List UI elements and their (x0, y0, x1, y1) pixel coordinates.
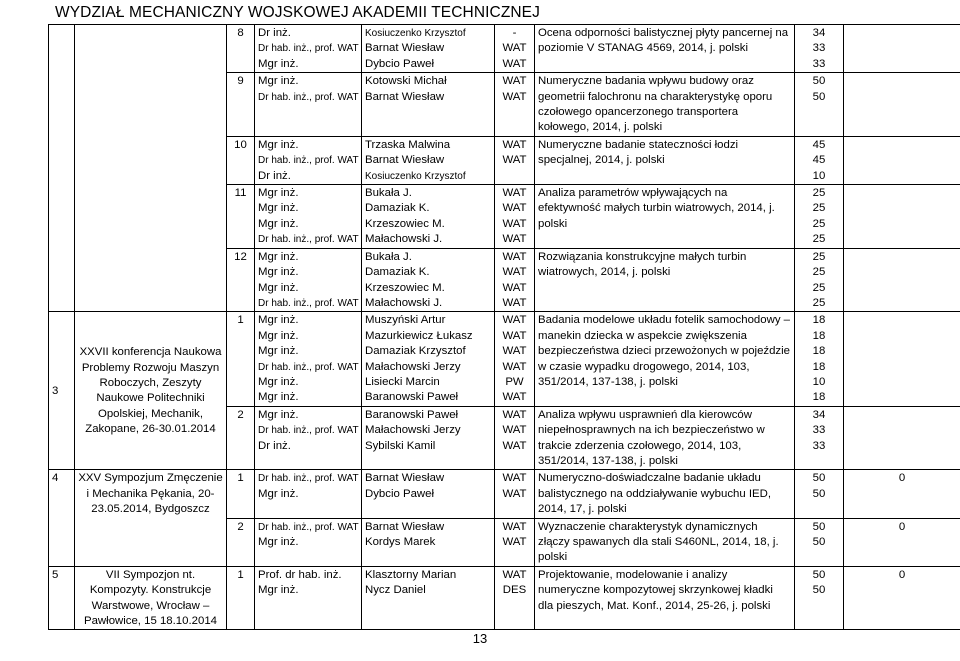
extra-cell (844, 312, 960, 406)
publication-title: Numeryczne badania wpływu budowy oraz geometrii falochronu na charakterystykę oporu czołowego opancerzonego transportera kołowego, 2014, j. polski (538, 75, 773, 134)
author-degree: Mgr inż. (258, 329, 299, 342)
item-number: 1 (237, 314, 244, 327)
title-cell (535, 185, 795, 249)
publication-title: Numeryczne badanie stateczności łodzi specjalnej, 2014, j. polski (538, 138, 739, 167)
author-degree: Mgr inż. (258, 408, 299, 421)
title-cell (535, 406, 795, 470)
conference-number-cell (49, 25, 75, 312)
conference-cell (75, 566, 227, 630)
author-degree: Mgr inż. (258, 138, 299, 151)
item-number: 10 (234, 138, 247, 151)
points-value: 50 (812, 568, 826, 581)
degrees-cell (255, 248, 362, 312)
points-value: 33 (812, 57, 826, 70)
degrees-cell (255, 470, 362, 518)
publication-title: Analiza parametrów wpływających na efektywność małych turbin wiatrowych, 2014, j. polski (538, 187, 775, 230)
author-degree: Dr inż. (258, 439, 291, 452)
points-value: 25 (812, 187, 826, 200)
item-number-cell (227, 185, 255, 249)
degrees-cell (255, 566, 362, 630)
points-value: 50 (812, 75, 826, 88)
degrees-cell (255, 312, 362, 406)
author-name: Nycz Daniel (365, 584, 426, 597)
author-degree: Dr hab. inż., prof. WAT (258, 425, 359, 437)
item-number-cell (227, 312, 255, 406)
points-value: 18 (812, 391, 826, 404)
author-name: Kosiuczenko Krzysztof (365, 28, 466, 39)
units-cell (495, 136, 535, 184)
author-name: Damaziak K. (365, 202, 430, 215)
author-unit: WAT (502, 314, 527, 327)
publication-title: Ocena odporności balistycznej płyty pancernej na poziomie V STANAG 4569, 2014, j. polski (538, 27, 789, 55)
author-name: Małachowski J. (365, 233, 443, 246)
table-row (49, 25, 960, 73)
units-cell (495, 406, 535, 470)
publication-title: Rozwiązania konstrukcyjne małych turbin wiatrowych, 2014, j. polski (538, 250, 747, 279)
points-value: 50 (812, 90, 826, 103)
conference-number: 4 (52, 472, 59, 485)
degrees-cell (255, 73, 362, 137)
author-unit: WAT (502, 250, 527, 263)
authors-cell (362, 25, 495, 73)
points-value: 45 (812, 138, 826, 151)
author-name: Dybcio Paweł (365, 487, 435, 500)
item-number-cell (227, 248, 255, 312)
author-degree: Dr hab. inż., prof. WAT (258, 234, 359, 246)
author-name: Kosiuczenko Krzysztof (365, 170, 466, 182)
author-degree: Mgr inż. (258, 217, 299, 230)
degrees-cell (255, 518, 362, 566)
author-name: Mazurkiewicz Łukasz (365, 329, 473, 342)
author-unit: WAT (502, 281, 527, 294)
points-value: 45 (812, 154, 826, 167)
author-unit: WAT (502, 424, 527, 437)
author-name: Lisiecki Marcin (365, 375, 440, 388)
authors-cell (362, 470, 495, 518)
units-cell (495, 185, 535, 249)
author-degree: Mgr inż. (258, 250, 299, 263)
author-unit: WAT (502, 391, 527, 404)
author-unit: DES (502, 584, 527, 597)
points-value: 25 (812, 281, 826, 294)
points-cell (795, 470, 844, 518)
table-row (49, 566, 960, 630)
points-cell (795, 312, 844, 406)
author-unit: WAT (502, 57, 527, 70)
author-name: Barnat Wiesław (365, 42, 445, 55)
points-value: 18 (812, 360, 826, 373)
points-value: 50 (812, 487, 826, 500)
author-name: Barnat Wiesław (365, 154, 445, 167)
title-cell (535, 73, 795, 137)
author-name: Klasztorny Marian (365, 568, 457, 581)
conference-number-cell (49, 470, 75, 566)
author-name: Kotowski Michał (365, 75, 447, 88)
points-value: 25 (812, 266, 826, 279)
item-number: 8 (237, 27, 244, 39)
conference-name: XXVII konferencja Naukowa Problemy Rozwoju Maszyn Roboczych, Zeszyty Naukowe Politechniki Opolskiej, Mechanik, Zakopane, 26-30.01.2014 (79, 346, 222, 436)
author-degree: Dr hab. inż., prof. WAT (258, 43, 359, 55)
units-cell (495, 312, 535, 406)
author-name: Małachowski Jerzy (365, 424, 461, 437)
authors-cell (362, 185, 495, 249)
author-name: Bukała J. (365, 250, 412, 263)
author-unit: WAT (502, 472, 527, 485)
publication-title: Badania modelowe układu fotelik samochodowy – manekin dziecka w aspekcie zwiększenia bezpieczeństwa dzieci przewożonych w pojeździe w czasie wypadku drogowego, 2014, 103, 351/2014, 137-138, j. polski (538, 314, 791, 388)
author-name: Damaziak K. (365, 266, 430, 279)
author-name: Damaziak Krzysztof (365, 345, 466, 358)
conference-name: VII Sympozjon nt. Kompozyty. Konstrukcje Warstwowe, Wrocław – Pawłowice, 15 18.10.2014 (84, 568, 217, 628)
item-number: 9 (237, 75, 244, 88)
item-number: 12 (234, 250, 247, 263)
points-value: 25 (812, 217, 826, 230)
author-unit: WAT (502, 536, 527, 548)
author-degree: Dr inż. (258, 169, 291, 182)
faculty-title: WYDZIAŁ MECHANICZNY WOJSKOWEJ AKADEMII TECHNICZNEJ (55, 4, 540, 21)
author-degree: Dr hab. inż., prof. WAT (258, 361, 359, 373)
extra-cell (844, 248, 960, 312)
extra-cell (844, 73, 960, 137)
author-name: Trzaska Malwina (365, 138, 451, 151)
author-name: Dybcio Paweł (365, 57, 435, 70)
author-name: Baranowski Paweł (365, 391, 459, 404)
author-degree: Dr hab. inż., prof. WAT (258, 91, 359, 103)
title-cell (535, 566, 795, 630)
conference-number: 3 (52, 384, 59, 397)
author-unit: WAT (502, 487, 527, 500)
points-cell (795, 518, 844, 566)
author-unit: WAT (502, 217, 527, 230)
author-unit: WAT (502, 90, 527, 103)
points-value: 33 (812, 424, 826, 437)
author-degree: Dr hab. inż., prof. WAT (258, 297, 359, 309)
author-name: Barnat Wiesław (365, 90, 445, 103)
points-value: 50 (812, 584, 826, 597)
author-degree: Mgr inż. (258, 281, 299, 294)
author-unit: WAT (502, 329, 527, 342)
units-cell (495, 566, 535, 630)
page-header (55, 4, 540, 22)
author-unit: WAT (502, 439, 527, 452)
points-value: 18 (812, 314, 826, 327)
publication-title: Projektowanie, modelowanie i analizy numeryczne kompozytowej skrzynkowej kładki dla pieszych, Mat. Konf., 2014, 25-26, j. polski (538, 568, 773, 612)
author-unit: WAT (502, 75, 527, 88)
extra-cell (844, 518, 960, 566)
author-degree: Mgr inż. (258, 375, 299, 388)
extra-cell (844, 470, 960, 518)
title-cell (535, 25, 795, 73)
points-value: 25 (812, 250, 826, 263)
extra-cell (844, 185, 960, 249)
author-unit: - (512, 27, 517, 39)
extra-cell (844, 406, 960, 470)
author-unit: WAT (502, 138, 527, 151)
publication-title: Analiza wpływu usprawnień dla kierowców niepełnosprawnych na ich bezpieczeństwo w trakcie zderzenia czołowego, 2014, 103, 351/2014, 137-138, j. polski (538, 408, 765, 467)
author-unit: WAT (502, 154, 527, 167)
conference-cell (75, 470, 227, 566)
author-unit: WAT (502, 345, 527, 358)
author-degree: Dr hab. inż., prof. WAT (258, 155, 359, 167)
author-unit: WAT (502, 266, 527, 279)
points-value: 25 (812, 233, 826, 246)
authors-cell (362, 248, 495, 312)
item-number-cell (227, 25, 255, 73)
points-cell (795, 73, 844, 137)
author-unit: WAT (502, 296, 527, 309)
points-value: 25 (812, 296, 826, 309)
conference-cell (75, 25, 227, 312)
author-name: Baranowski Paweł (365, 408, 459, 421)
table-row (49, 470, 960, 518)
degrees-cell (255, 136, 362, 184)
author-degree: Mgr inż. (258, 536, 299, 548)
degrees-cell (255, 185, 362, 249)
points-value: 18 (812, 329, 826, 342)
author-degree: Mgr inż. (258, 345, 299, 358)
author-unit: WAT (502, 408, 527, 421)
extra-cell (844, 566, 960, 630)
points-value: 50 (812, 472, 826, 485)
points-cell (795, 566, 844, 630)
author-degree: Mgr inż. (258, 314, 299, 327)
author-degree: Mgr inż. (258, 391, 299, 404)
points-value: 33 (812, 439, 826, 452)
author-degree: Dr hab. inż., prof. WAT (258, 473, 359, 485)
item-number-cell (227, 518, 255, 566)
author-name: Barnat Wiesław (365, 520, 445, 533)
points-value: 34 (812, 408, 826, 421)
points-cell (795, 185, 844, 249)
title-cell (535, 248, 795, 312)
points-cell (795, 25, 844, 73)
points-value: 10 (812, 375, 826, 388)
units-cell (495, 518, 535, 566)
author-name: Muszyński Artur (365, 314, 446, 327)
conference-number-cell (49, 566, 75, 630)
conference-name: XXV Sympozjum Zmęczenie i Mechanika Pękania, 20-23.05.2014, Bydgoszcz (78, 472, 223, 516)
author-degree: Mgr inż. (258, 584, 299, 597)
units-cell (495, 73, 535, 137)
extra-cell (844, 25, 960, 73)
points-value: 50 (812, 520, 826, 533)
points-value: 33 (812, 42, 826, 55)
author-name: Krzeszowiec M. (365, 281, 445, 294)
author-unit: WAT (502, 360, 527, 373)
item-number: 2 (237, 408, 244, 421)
points-cell (795, 248, 844, 312)
authors-cell (362, 518, 495, 566)
author-name: Krzeszowiec M. (365, 217, 445, 230)
publication-title: Numeryczno-doświadczalne badanie układu balistycznego na oddziaływanie wybuchu IED, 2014, 17, j. polski (538, 472, 772, 516)
author-degree: Mgr inż. (258, 187, 299, 200)
item-number: 2 (237, 520, 244, 533)
points-cell (795, 406, 844, 470)
item-number-cell (227, 470, 255, 518)
authors-cell (362, 406, 495, 470)
author-name: Barnat Wiesław (365, 472, 445, 485)
conference-cell (75, 312, 227, 470)
author-unit: WAT (502, 568, 527, 581)
author-degree: Mgr inż. (258, 75, 299, 88)
author-unit: WAT (502, 187, 527, 200)
units-cell (495, 470, 535, 518)
author-degree: Mgr inż. (258, 202, 299, 215)
item-number: 1 (237, 568, 244, 581)
extra-value: 0 (898, 520, 906, 533)
author-degree: Mgr inż. (258, 57, 299, 70)
author-name: Kordys Marek (365, 536, 436, 548)
author-name: Małachowski Jerzy (365, 360, 461, 373)
item-number-cell (227, 136, 255, 184)
points-value: 18 (812, 345, 826, 358)
author-unit: PW (505, 375, 524, 388)
title-cell (535, 312, 795, 406)
table-row (49, 312, 960, 406)
author-name: Bukała J. (365, 187, 412, 200)
extra-cell (844, 136, 960, 184)
authors-cell (362, 73, 495, 137)
conference-number-cell (49, 312, 75, 470)
points-value: 34 (812, 27, 826, 39)
publication-title: Wyznaczenie charakterystyk dynamicznych złączy spawanych dla stali S460NL, 2014, 18, j. polski (538, 520, 779, 564)
extra-value: 0 (898, 472, 906, 485)
authors-cell (362, 136, 495, 184)
item-number: 11 (234, 187, 247, 200)
item-number-cell (227, 406, 255, 470)
title-cell (535, 518, 795, 566)
extra-value: 0 (898, 568, 906, 581)
author-unit: WAT (502, 233, 527, 246)
author-degree: Mgr inż. (258, 266, 299, 279)
item-number-cell (227, 73, 255, 137)
author-name: Małachowski J. (365, 296, 443, 309)
degrees-cell (255, 25, 362, 73)
author-name: Sybilski Kamil (365, 439, 436, 452)
publications-table (48, 24, 960, 630)
points-cell (795, 136, 844, 184)
author-degree: Dr inż. (258, 27, 291, 39)
conference-number: 5 (52, 568, 59, 581)
units-cell (495, 248, 535, 312)
author-unit: WAT (502, 42, 527, 55)
author-degree: Mgr inż. (258, 487, 299, 500)
item-number-cell (227, 566, 255, 630)
author-degree: Prof. dr hab. inż. (258, 568, 342, 581)
title-cell (535, 470, 795, 518)
title-cell (535, 136, 795, 184)
units-cell (495, 25, 535, 73)
author-unit: WAT (502, 520, 527, 533)
points-value: 50 (812, 536, 826, 548)
authors-cell (362, 566, 495, 630)
item-number: 1 (237, 472, 244, 485)
points-value: 25 (812, 202, 826, 215)
authors-cell (362, 312, 495, 406)
degrees-cell (255, 406, 362, 470)
page-number: 13 (472, 631, 488, 646)
points-value: 10 (812, 169, 826, 182)
author-degree: Dr hab. inż., prof. WAT (258, 521, 359, 533)
author-unit: WAT (502, 202, 527, 215)
